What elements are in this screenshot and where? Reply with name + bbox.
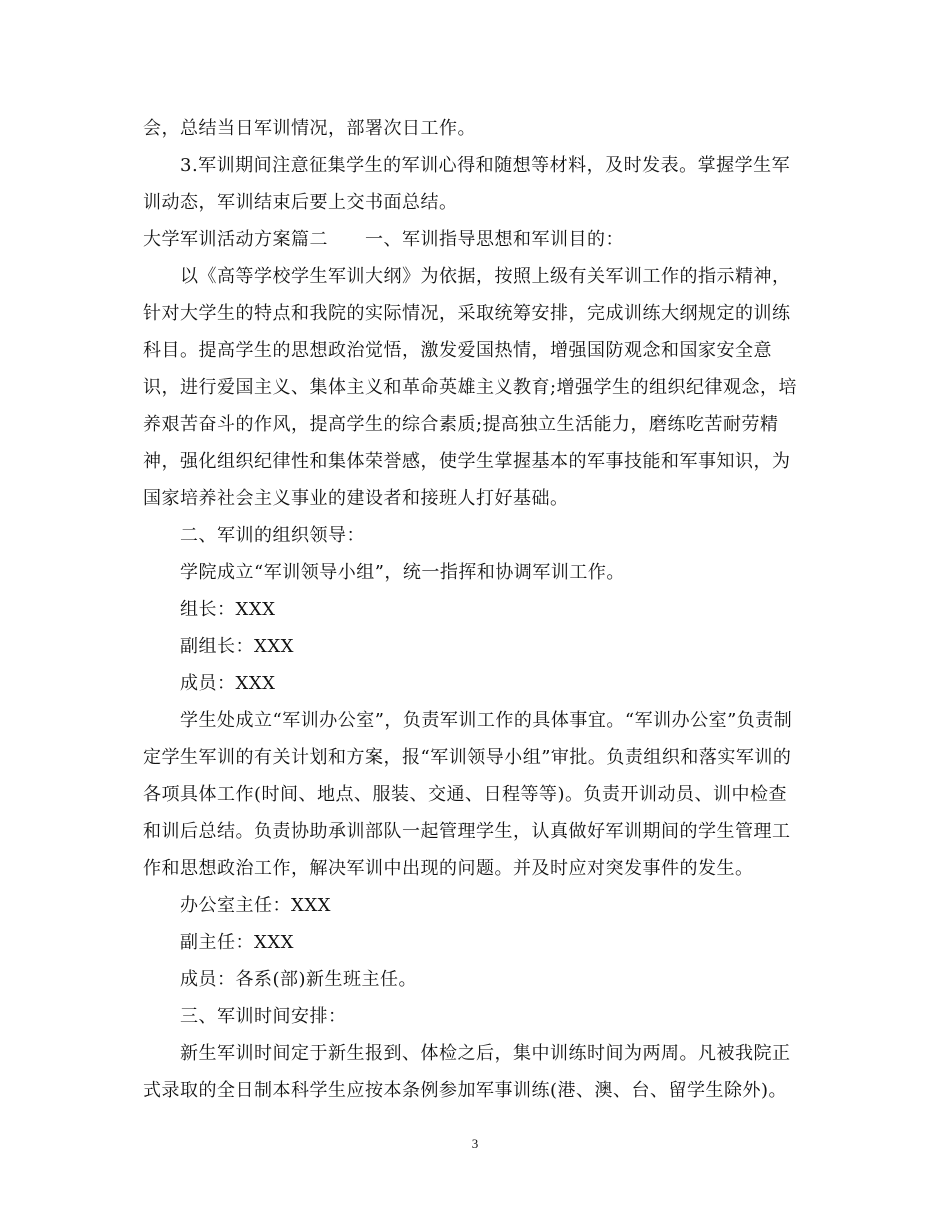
text-line: 识，进行爱国主义、集体主义和革命英雄主义教育;增强学生的组织纪律观念，培 <box>143 377 798 398</box>
text-line: 针对大学生的特点和我院的实际情况，采取统筹安排，完成训练大纲规定的训练 <box>143 303 791 324</box>
text-line: 科目。提高学生的思想政治觉悟，激发爱国热情，增强国防观念和国家安全意 <box>143 340 772 361</box>
text-line: 以《高等学校学生军训大纲》为依据，按照上级有关军训工作的指示精神， <box>180 266 791 287</box>
text-line: 和训后总结。负责协助承训部队一起管理学生，认真做好军训期间的学生管理工 <box>143 821 791 842</box>
text-line: 成员：各系(部)新生班主任。 <box>180 969 418 990</box>
text-line: 国家培养社会主义事业的建设者和接班人打好基础。 <box>143 488 569 509</box>
text-line: 3.军训期间注意征集学生的军训心得和随想等材料，及时发表。掌握学生军 <box>180 155 791 176</box>
text-line: 学院成立“军训领导小组”，统一指挥和协调军训工作。 <box>180 562 625 583</box>
text-line: 养艰苦奋斗的作风，提高学生的综合素质;提高独立生活能力，磨练吃苦耐劳精 <box>143 414 779 435</box>
text-line: 副主任：XXX <box>180 932 294 953</box>
text-line: 新生军训时间定于新生报到、体检之后，集中训练时间为两周。凡被我院正 <box>180 1043 791 1064</box>
text-line: 作和思想政治工作，解决军训中出现的问题。并及时应对突发事件的发生。 <box>143 858 754 879</box>
text-line: 定学生军训的有关计划和方案，报“军训领导小组”审批。负责组织和落实军训的 <box>143 747 792 768</box>
text-line: 组长：XXX <box>180 599 276 620</box>
text-line: 各项具体工作(时间、地点、服装、交通、日程等等)。负责开训动员、训中检查 <box>143 784 788 805</box>
text-line: 大学军训活动方案篇二 一、军训指导思想和军训目的： <box>143 229 624 250</box>
text-line: 成员：XXX <box>180 673 276 694</box>
text-line: 神，强化组织纪律性和集体荣誉感，使学生掌握基本的军事技能和军事知识，为 <box>143 451 791 472</box>
text-line: 办公室主任：XXX <box>180 895 331 916</box>
text-line: 式录取的全日制本科学生应按本条例参加军事训练(港、澳、台、留学生除外)。 <box>143 1080 788 1101</box>
text-line: 三、军训时间安排： <box>180 1006 347 1027</box>
page-number: 3 <box>471 1136 479 1151</box>
text-line: 副组长：XXX <box>180 636 294 657</box>
text-line: 会，总结当日军训情况，部署次日工作。 <box>143 118 476 139</box>
text-line: 训动态，军训结束后要上交书面总结。 <box>143 192 458 213</box>
text-line: 二、军训的组织领导： <box>180 525 365 546</box>
text-line: 学生处成立“军训办公室”，负责军训工作的具体事宜。“军训办公室”负责制 <box>180 710 793 731</box>
